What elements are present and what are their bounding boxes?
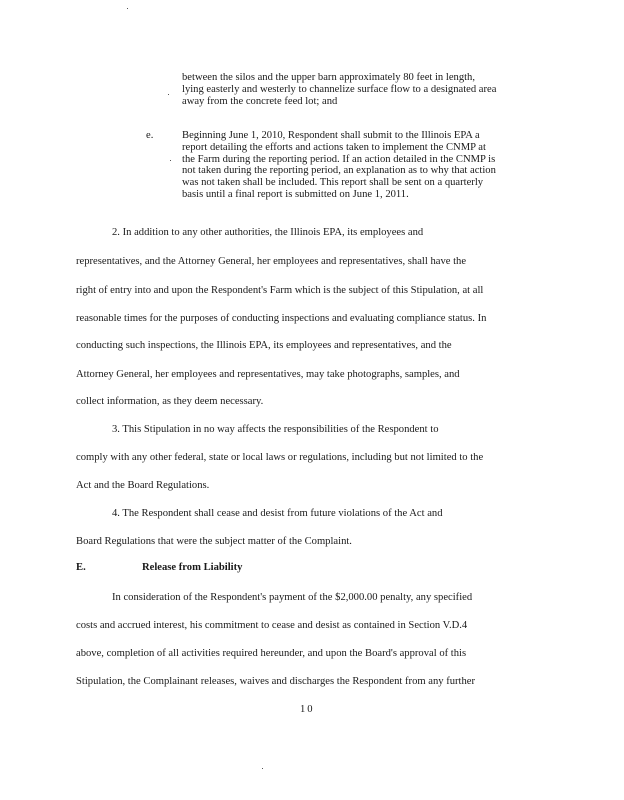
- release-paragraph-line: Stipulation, the Complainant releases, waives and discharges the Respondent from any further: [76, 676, 476, 687]
- paragraph-2-line: representatives, and the Attorney General, her employees and representatives, shall have the: [76, 256, 467, 267]
- text-line: Beginning June 1, 2010, Respondent shall submit to the Illinois EPA a: [182, 130, 480, 141]
- scan-speck: [170, 160, 171, 161]
- paragraph-3-line: Act and the Board Regulations.: [76, 480, 210, 491]
- scan-speck: [168, 94, 169, 95]
- paragraph-4-line: 4. The Respondent shall cease and desist from future violations of the Act and: [112, 508, 443, 519]
- paragraph-3-line: 3. This Stipulation in no way affects the responsibilities of the Respondent to: [112, 424, 439, 435]
- paragraph-4-line: Board Regulations that were the subject matter of the Complaint.: [76, 536, 352, 547]
- paragraph-2-line: Attorney General, her employees and representatives, may take photographs, samples, and: [76, 369, 460, 380]
- paragraph-2-line: conducting such inspections, the Illinois EPA, its employees and representatives, and the: [76, 340, 452, 351]
- text-line: was not taken shall be included. This report shall be sent on a quarterly: [182, 177, 484, 189]
- sub-item-letter: e.: [146, 130, 154, 141]
- text-line: lying easterly and westerly to channelize surface flow to a designated area: [182, 83, 497, 95]
- release-paragraph-line: In consideration of the Respondent's payment of the $2,000.00 penalty, any specified: [112, 592, 473, 603]
- paragraph-2-line: 2. In addition to any other authorities, the Illinois EPA, its employees and: [112, 227, 424, 238]
- paragraph-2-line: collect information, as they deem necessary.: [76, 396, 264, 407]
- paragraph-3-line: comply with any other federal, state or local laws or regulations, including but not limited to the: [76, 452, 484, 463]
- text-line: between the silos and the upper barn approximately 80 feet in length,: [182, 72, 476, 83]
- section-title: Release from Liability: [142, 562, 243, 573]
- section-letter: E.: [76, 562, 86, 573]
- paragraph-2-line: reasonable times for the purposes of conducting inspections and evaluating compliance status. In: [76, 313, 487, 324]
- text-line: basis until a final report is submitted on June 1, 2011.: [182, 188, 409, 200]
- text-line: not taken during the reporting period, an explanation as to why that action: [182, 165, 496, 177]
- continued-sub-item: [182, 72, 552, 107]
- text-line: report detailing the efforts and actions taken to implement the CNMP at: [182, 141, 486, 153]
- scan-speck: [127, 8, 128, 9]
- sub-item-e: [182, 130, 552, 201]
- text-line: the Farm during the reporting period. If an action detailed in the CNMP is: [182, 153, 496, 165]
- paragraph-2-line: right of entry into and upon the Respondent's Farm which is the subject of this Stipulation, at all: [76, 285, 484, 296]
- section-heading: [76, 562, 242, 573]
- scan-speck: [262, 768, 263, 769]
- text-line: away from the concrete feed lot; and: [182, 95, 338, 107]
- page-number: 10: [300, 704, 315, 715]
- release-paragraph-line: above, completion of all activities required hereunder, and upon the Board's approval of this: [76, 648, 467, 659]
- release-paragraph-line: costs and accrued interest, his commitment to cease and desist as contained in Section V.D.4: [76, 620, 468, 631]
